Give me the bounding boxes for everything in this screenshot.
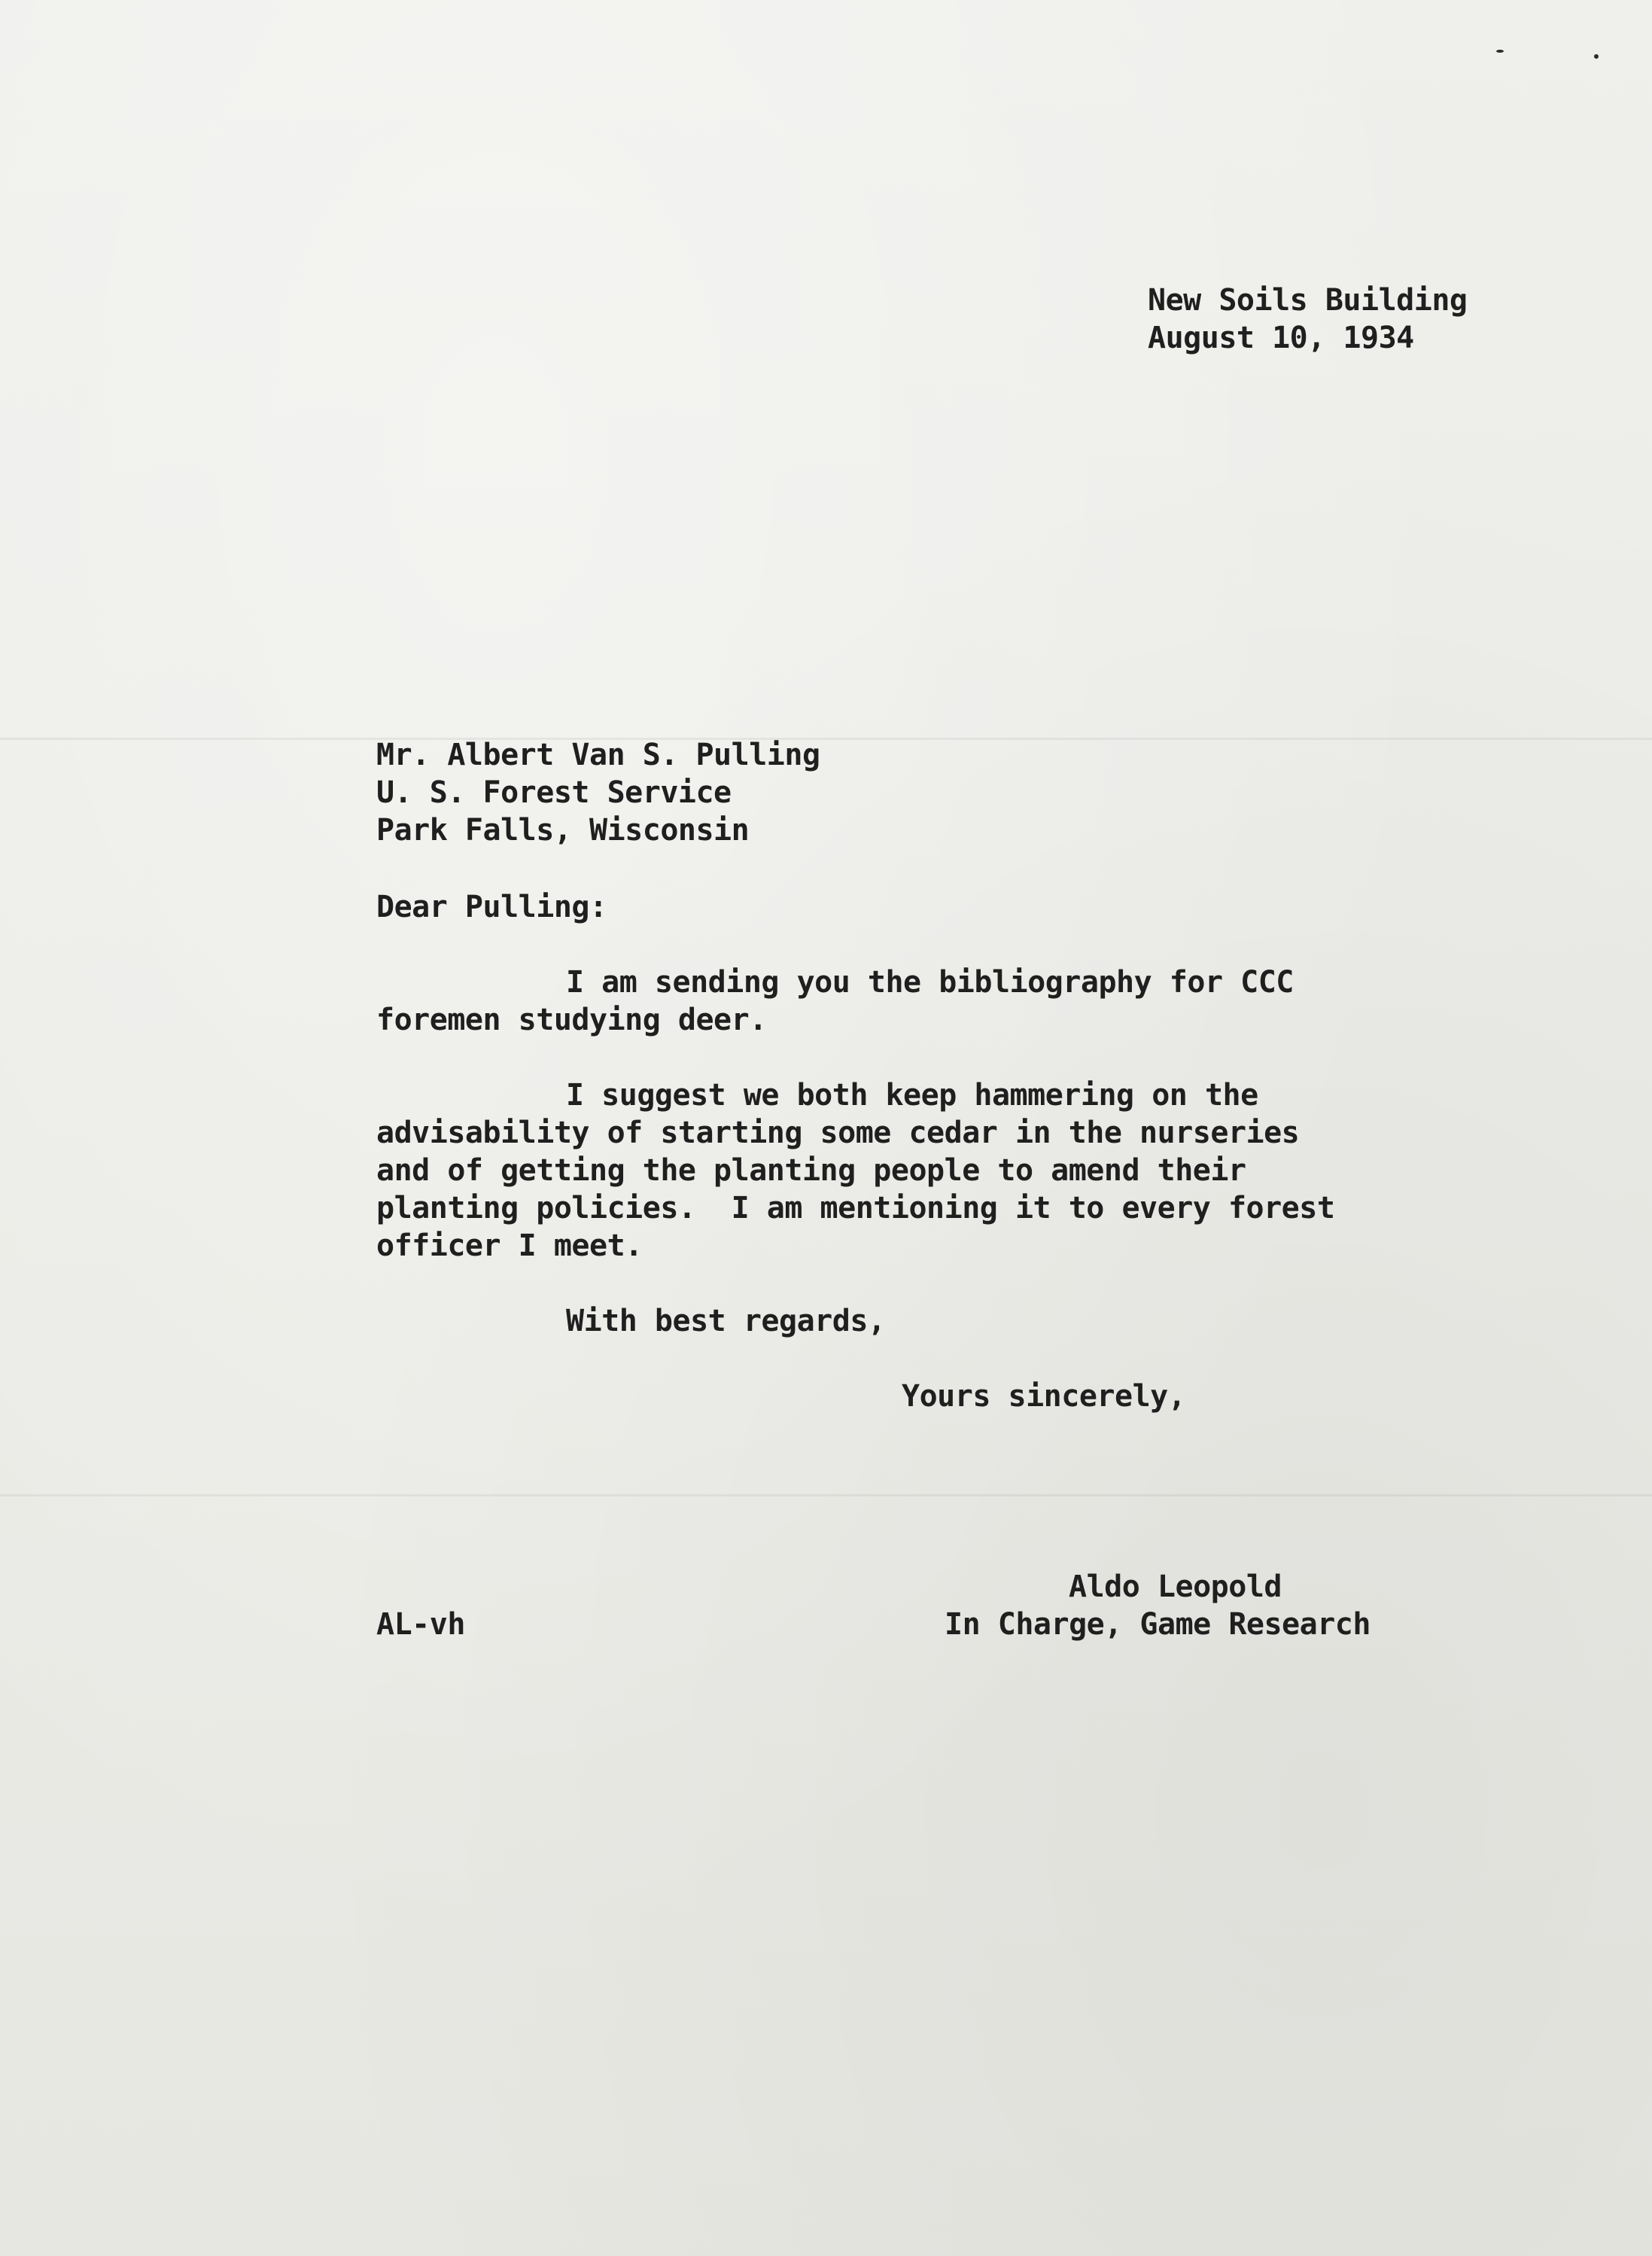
body-line: advisability of starting some cedar in the nurseries	[376, 1116, 1300, 1150]
letter-date: August 10, 1934	[1148, 321, 1414, 355]
body-line: and of getting the planting people to amend their	[376, 1153, 1246, 1188]
sender-address: New Soils Building	[1148, 283, 1468, 318]
closing-regards: With best regards,	[566, 1304, 886, 1338]
recipient-organization: U. S. Forest Service	[376, 775, 732, 810]
body-line: officer I meet.	[376, 1228, 643, 1263]
signature-name: Aldo Leopold	[1069, 1569, 1282, 1604]
body-line: I am sending you the bibliography for CCC	[566, 965, 1294, 1000]
signature-title: In Charge, Game Research	[945, 1607, 1371, 1642]
ink-speck	[1496, 50, 1504, 53]
fold-line	[0, 1494, 1652, 1496]
closing-sincerely: Yours sincerely,	[902, 1379, 1186, 1414]
body-line: foremen studying deer.	[376, 1003, 767, 1037]
typist-initials: AL-vh	[376, 1607, 465, 1642]
body-line: planting policies. I am mentioning it to every forest	[376, 1191, 1335, 1225]
fold-line	[0, 738, 1652, 740]
ink-speck	[1594, 54, 1599, 59]
recipient-location: Park Falls, Wisconsin	[376, 813, 750, 848]
salutation: Dear Pulling:	[376, 890, 607, 924]
body-line: I suggest we both keep hammering on the	[566, 1078, 1258, 1113]
recipient-name: Mr. Albert Van S. Pulling	[376, 738, 820, 772]
